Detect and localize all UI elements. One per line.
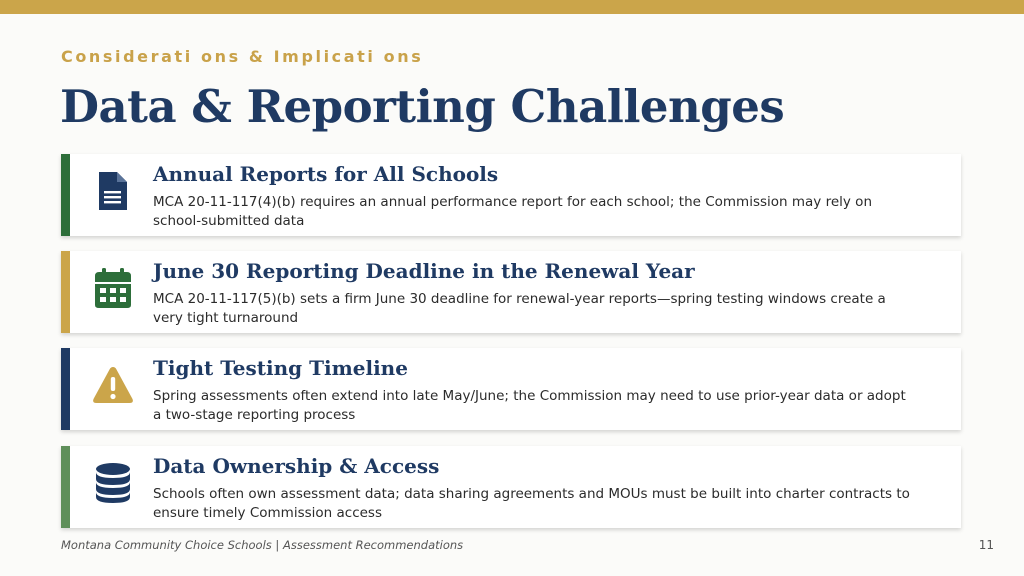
eyebrow-label: Considerati ons & Implicati ons: [61, 47, 424, 66]
card-accent-bar: [61, 446, 70, 528]
page-title: Data & Reporting Challenges: [60, 80, 785, 133]
card-tight-testing-timeline: [61, 348, 961, 430]
warning-icon: [91, 363, 135, 407]
calendar-icon: [91, 266, 135, 310]
card-body: Spring assessments often extend into late May/June; the Commission may need to use prior-year data or adopt a two-stage reporting process: [153, 388, 906, 423]
card-annual-reports: [61, 154, 961, 236]
card-heading: June 30 Reporting Deadline in the Renewal Year: [153, 259, 695, 283]
card-accent-bar: [61, 154, 70, 236]
database-icon: [91, 461, 135, 505]
card-body: MCA 20-11-117(4)(b) requires an annual performance report for each school; the Commission may rely on school-submitted data: [153, 194, 872, 229]
top-accent-bar: [0, 0, 1024, 14]
footer-caption: Montana Community Choice Schools | Assessment Recommendations: [61, 538, 464, 552]
card-heading: Annual Reports for All Schools: [153, 162, 499, 186]
card-june-30-deadline: [61, 251, 961, 333]
card-body: Schools often own assessment data; data sharing agreements and MOUs must be built into charter contracts to ensure timely Commission access: [153, 486, 910, 521]
card-body: MCA 20-11-117(5)(b) sets a firm June 30 deadline for renewal-year reports—spring testing windows create a very tight turnaround: [153, 291, 886, 326]
card-accent-bar: [61, 251, 70, 333]
card-data-ownership: [61, 446, 961, 528]
card-heading: Data Ownership & Access: [153, 454, 440, 478]
page-number: 11: [978, 538, 994, 552]
card-accent-bar: [61, 348, 70, 430]
card-heading: Tight Testing Timeline: [153, 356, 408, 380]
document-icon: [91, 169, 135, 213]
